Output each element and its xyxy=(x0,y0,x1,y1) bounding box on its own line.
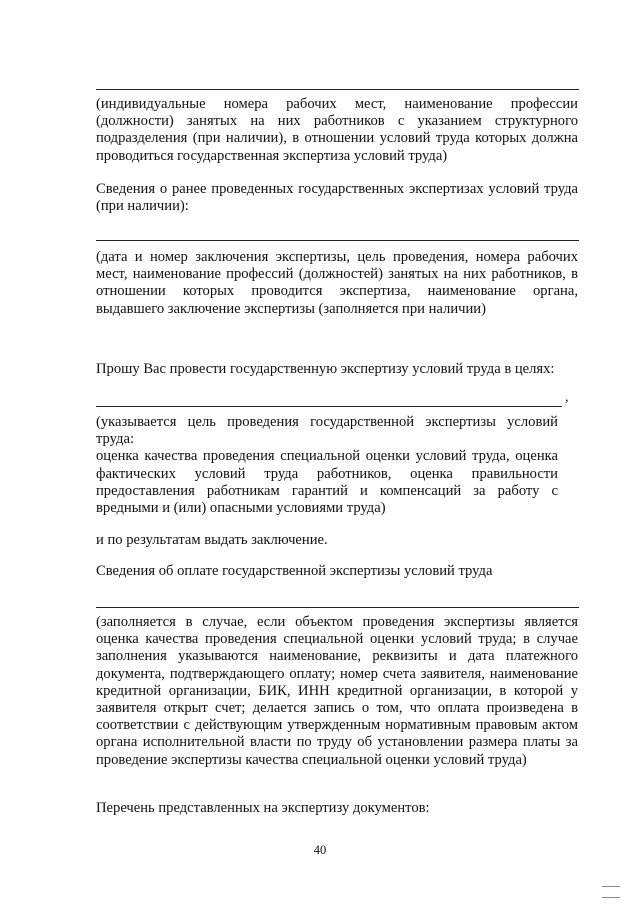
documents-list-heading: Перечень представленных на экспертизу документов: xyxy=(96,800,430,816)
payment-heading: Сведения об оплате государственной экспертизы условий труда xyxy=(96,563,493,579)
fill-line-prior-expertise[interactable] xyxy=(96,240,579,241)
prior-expertise-note: (дата и номер заключения экспертизы, цель проведения, номера рабочих мест, наименование профессий (должностей) занятых на них работников, в отношении которых проводится экспертиза, наименование органа, выдавшего заключение экспертизы (заполняется при наличии) xyxy=(96,249,578,317)
scan-edge-mark-2 xyxy=(602,897,620,898)
purpose-comma: , xyxy=(565,390,569,405)
page-number: 40 xyxy=(313,843,327,857)
purpose-note-options: оценка качества проведения специальной оценки условий труда, оценка фактических условий труда работников, оценка правильности предоставления работникам гарантий и компенсаций за работу с вредными и (или) опасными условиями труда) xyxy=(96,448,558,517)
fill-line-purpose[interactable] xyxy=(96,406,562,407)
purpose-note-intro: (указывается цель проведения государственной экспертизы условий труда: xyxy=(96,414,558,448)
fill-line-payment[interactable] xyxy=(96,607,579,608)
scan-edge-mark-1 xyxy=(602,886,620,887)
purpose-note xyxy=(96,414,558,517)
prior-expertise-heading: Сведения о ранее проведенных государственных экспертизах условий труда (при наличии): xyxy=(96,181,578,215)
result-statement: и по результатам выдать заключение. xyxy=(96,532,328,548)
fill-line-workplaces[interactable] xyxy=(96,89,579,90)
request-statement: Прошу Вас провести государственную экспертизу условий труда в целях: xyxy=(96,361,555,377)
payment-note: (заполняется в случае, если объектом проведения экспертизы является оценка качества проведения специальной оценки условий труда; в случае заполнения указываются наименование, реквизиты и дата платежного документа, подтверждающего оплату; номер счета заявителя, наименование кредитной организации, БИК, ИНН кредитной организации, в которой у заявителя открыт счет; делается запись о том, что оплата произведена в соответствии с действующим утвержденным нормативным правовым актом органа исполнительной власти по труду об установлении размера платы за проведение экспертизы качества специальной оценки условий труда) xyxy=(96,614,578,768)
workplaces-note: (индивидуальные номера рабочих мест, наименование профессии (должности) занятых на них работников с указанием структурного подразделения (при наличии), в отношении условий труда которых должна проводиться государственная экспертиза условий труда) xyxy=(96,96,578,164)
